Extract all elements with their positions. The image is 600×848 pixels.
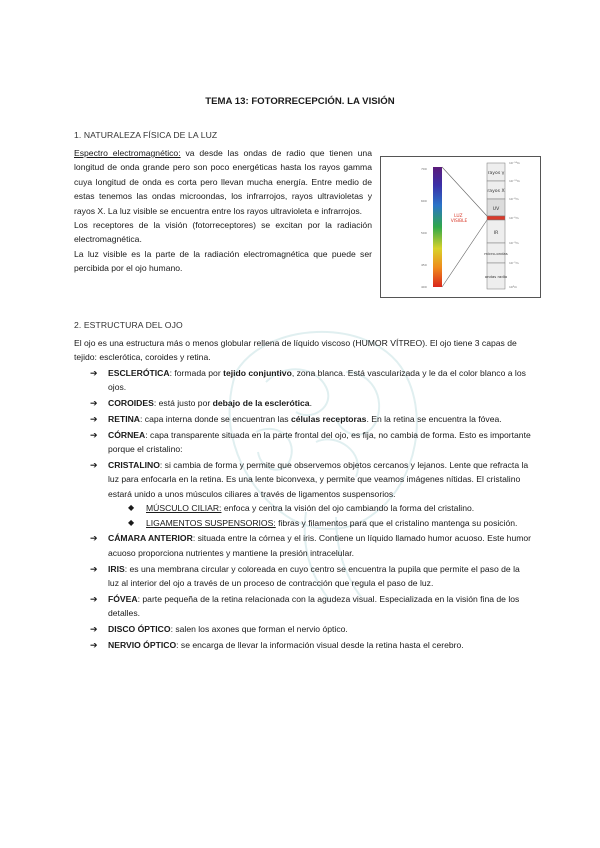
diamond-icon: ◆: [128, 517, 135, 527]
item-term: CÓRNEA: [108, 429, 146, 440]
item-term: COROIDES: [108, 398, 154, 409]
list-item: [90, 592, 532, 621]
list-item: [90, 428, 532, 457]
svg-text:10⁻¹²m: 10⁻¹²m: [509, 179, 520, 183]
visible-label: LUZ VISIBLE: [450, 214, 468, 224]
arrow-icon: ➔: [90, 368, 98, 378]
svg-text:450: 450: [421, 263, 427, 267]
item-text: : si cambia de forma y permite que observemos objetos cercanos y lejanos. Lente que refracta la luz para enfocarla en la retina. Es una lente biconvexa, y permite que veamos imágenes nítidas. El cristalino estará unido a unos músculos ciliares a través de ligamentos suspensorios.: [108, 460, 529, 499]
item-text: : formada por: [169, 368, 224, 378]
spectrum-svg: [381, 157, 542, 299]
visible-label-2: VISIBLE: [450, 219, 468, 224]
item-text: .: [309, 398, 312, 409]
section-heading-2: 2. ESTRUCTURA DEL OJO: [74, 320, 183, 330]
sub-list: [128, 501, 532, 530]
spectrum-desc: va desde las ondas de radio que tienen una longitud de onda grande pero son poco energéticas hasta los rayos gamma cuya longitud de onda es corta pero llevan mucha energía. Entre medio de estas tenemos las ondas microondas, los infrarrojos, rayos ultravioletas y rayos X. La luz visible se encuentra entre los rayos ultravioleta e infrarrojos.: [74, 148, 372, 216]
sub-term: LIGAMENTOS SUSPENSORIOS:: [146, 517, 276, 528]
item-term: CRISTALINO: [108, 460, 160, 470]
band-x: rayos X: [487, 189, 505, 194]
arrow-icon: ➔: [90, 398, 98, 409]
list-item: [90, 622, 532, 636]
item-term: IRIS: [108, 563, 125, 574]
item-term: DISCO ÓPTICO: [108, 624, 171, 635]
sub-text: fibras y filamentos para que el cristalino mantenga su posición.: [275, 517, 518, 528]
svg-text:10³m: 10³m: [509, 285, 517, 289]
sub-item: [128, 501, 532, 515]
svg-text:10⁻⁸m: 10⁻⁸m: [509, 197, 519, 201]
item-text: : salen los axones que forman el nervio óptico.: [170, 624, 348, 635]
arrow-icon: ➔: [90, 563, 98, 574]
svg-text:10⁻⁶m: 10⁻⁶m: [509, 216, 519, 220]
item-text: : es una membrana circular y coloreada en cuyo centro se encuentra la pupila que permite el paso de la luz al interior del ojo a través de un proceso de contracción que regula el paso de luz.: [108, 563, 520, 589]
sub-term: MÚSCULO CILIAR:: [146, 503, 222, 514]
eye-intro: El ojo es una estructura más o menos globular rellena de líquido viscoso (HUMOR VÍTREO). El ojo tiene 3 capas de tejido: esclerótica, coroides y retina.: [74, 338, 517, 363]
visible-band: [487, 216, 505, 220]
band-radio: ondas radio: [484, 274, 508, 279]
item-bold: tejido conjuntivo: [223, 368, 292, 378]
item-term: CÁMARA ANTERIOR: [108, 533, 193, 544]
diamond-icon: ◆: [128, 503, 135, 513]
item-bold: células receptoras: [290, 414, 367, 424]
section1-text: [74, 146, 372, 276]
spectrum-paragraph: [74, 146, 372, 218]
item-text: : capa transparente situada en la parte frontal del ojo, es fija, no cambia de forma. Esto es importante porque el cristalino:: [108, 429, 531, 455]
band-ir: IR: [493, 231, 499, 236]
arrow-icon: ➔: [90, 624, 98, 635]
page-title: TEMA 13: FOTORRECEPCIÓN. LA VISIÓN: [205, 96, 395, 107]
svg-text:10⁻³m: 10⁻³m: [509, 241, 519, 245]
arrow-icon: ➔: [90, 429, 98, 440]
arrow-icon: ➔: [90, 533, 98, 544]
list-item: [90, 458, 532, 530]
item-text: , zona blanca. Está vascularizada y le da el color blanco a los ojos.: [108, 368, 526, 393]
svg-text:10⁻¹m: 10⁻¹m: [509, 261, 519, 265]
svg-text:600: 600: [421, 199, 427, 203]
list-item: [90, 366, 532, 395]
item-term: FÓVEA: [108, 593, 138, 604]
list-item: [90, 396, 532, 410]
arrow-icon: ➔: [90, 460, 98, 470]
item-text: : parte pequeña de la retina relacionada con la agudeza visual. Especializada en la visión fina de los detalles.: [108, 593, 520, 619]
spectrum-figure: [380, 156, 541, 298]
svg-text:500: 500: [421, 231, 427, 235]
sub-item: [128, 516, 532, 530]
item-text: : está justo por: [153, 398, 213, 409]
band-micro: micro-ondas: [484, 251, 508, 256]
arrow-icon: ➔: [90, 414, 98, 424]
list-item: [90, 562, 532, 591]
svg-text:10⁻¹⁴m: 10⁻¹⁴m: [509, 161, 520, 165]
list-item: [90, 531, 532, 560]
band-gamma: rayos γ: [487, 171, 505, 176]
list-item: [90, 638, 532, 652]
eye-structure-list: [90, 366, 532, 654]
item-text: : se encarga de llevar la información visual desde la retina hasta el cerebro.: [176, 639, 464, 650]
item-term: ESCLERÓTICA: [108, 368, 170, 378]
section-heading-1: 1. NATURALEZA FÍSICA DE LA LUZ: [74, 130, 218, 140]
item-text: : capa interna donde se encuentran las: [140, 414, 291, 424]
item-term: NERVIO ÓPTICO: [108, 639, 177, 650]
item-bold: debajo de la esclerótica: [212, 398, 310, 409]
sub-text: enfoca y centra la visión del ojo cambiando la forma del cristalino.: [221, 503, 475, 514]
arrow-icon: ➔: [90, 593, 98, 604]
list-item: [90, 412, 532, 426]
band-uv: UV: [492, 207, 500, 212]
item-text: . En la retina se encuentra la fóvea.: [366, 414, 502, 424]
visible-light-paragraph: La luz visible es la parte de la radiación electromagnética que puede ser percibida por el ojo humano.: [74, 248, 372, 274]
item-text: : situada entre la córnea y el iris. Contiene un líquido llamado humor acuoso. Este humor acuoso proporciona nutrientes y mantiene la presión intracelular.: [108, 533, 532, 558]
visible-gradient-bar: [433, 167, 442, 287]
svg-text:700: 700: [421, 167, 427, 171]
item-term: RETINA: [108, 414, 140, 424]
arrow-icon: ➔: [90, 639, 98, 650]
svg-text:400: 400: [421, 285, 427, 289]
spectrum-term: Espectro electromagnético:: [74, 148, 181, 158]
receptors-paragraph: Los receptores de la visión (fotorreceptores) se excitan por la radiación electromagnética.: [74, 220, 372, 245]
